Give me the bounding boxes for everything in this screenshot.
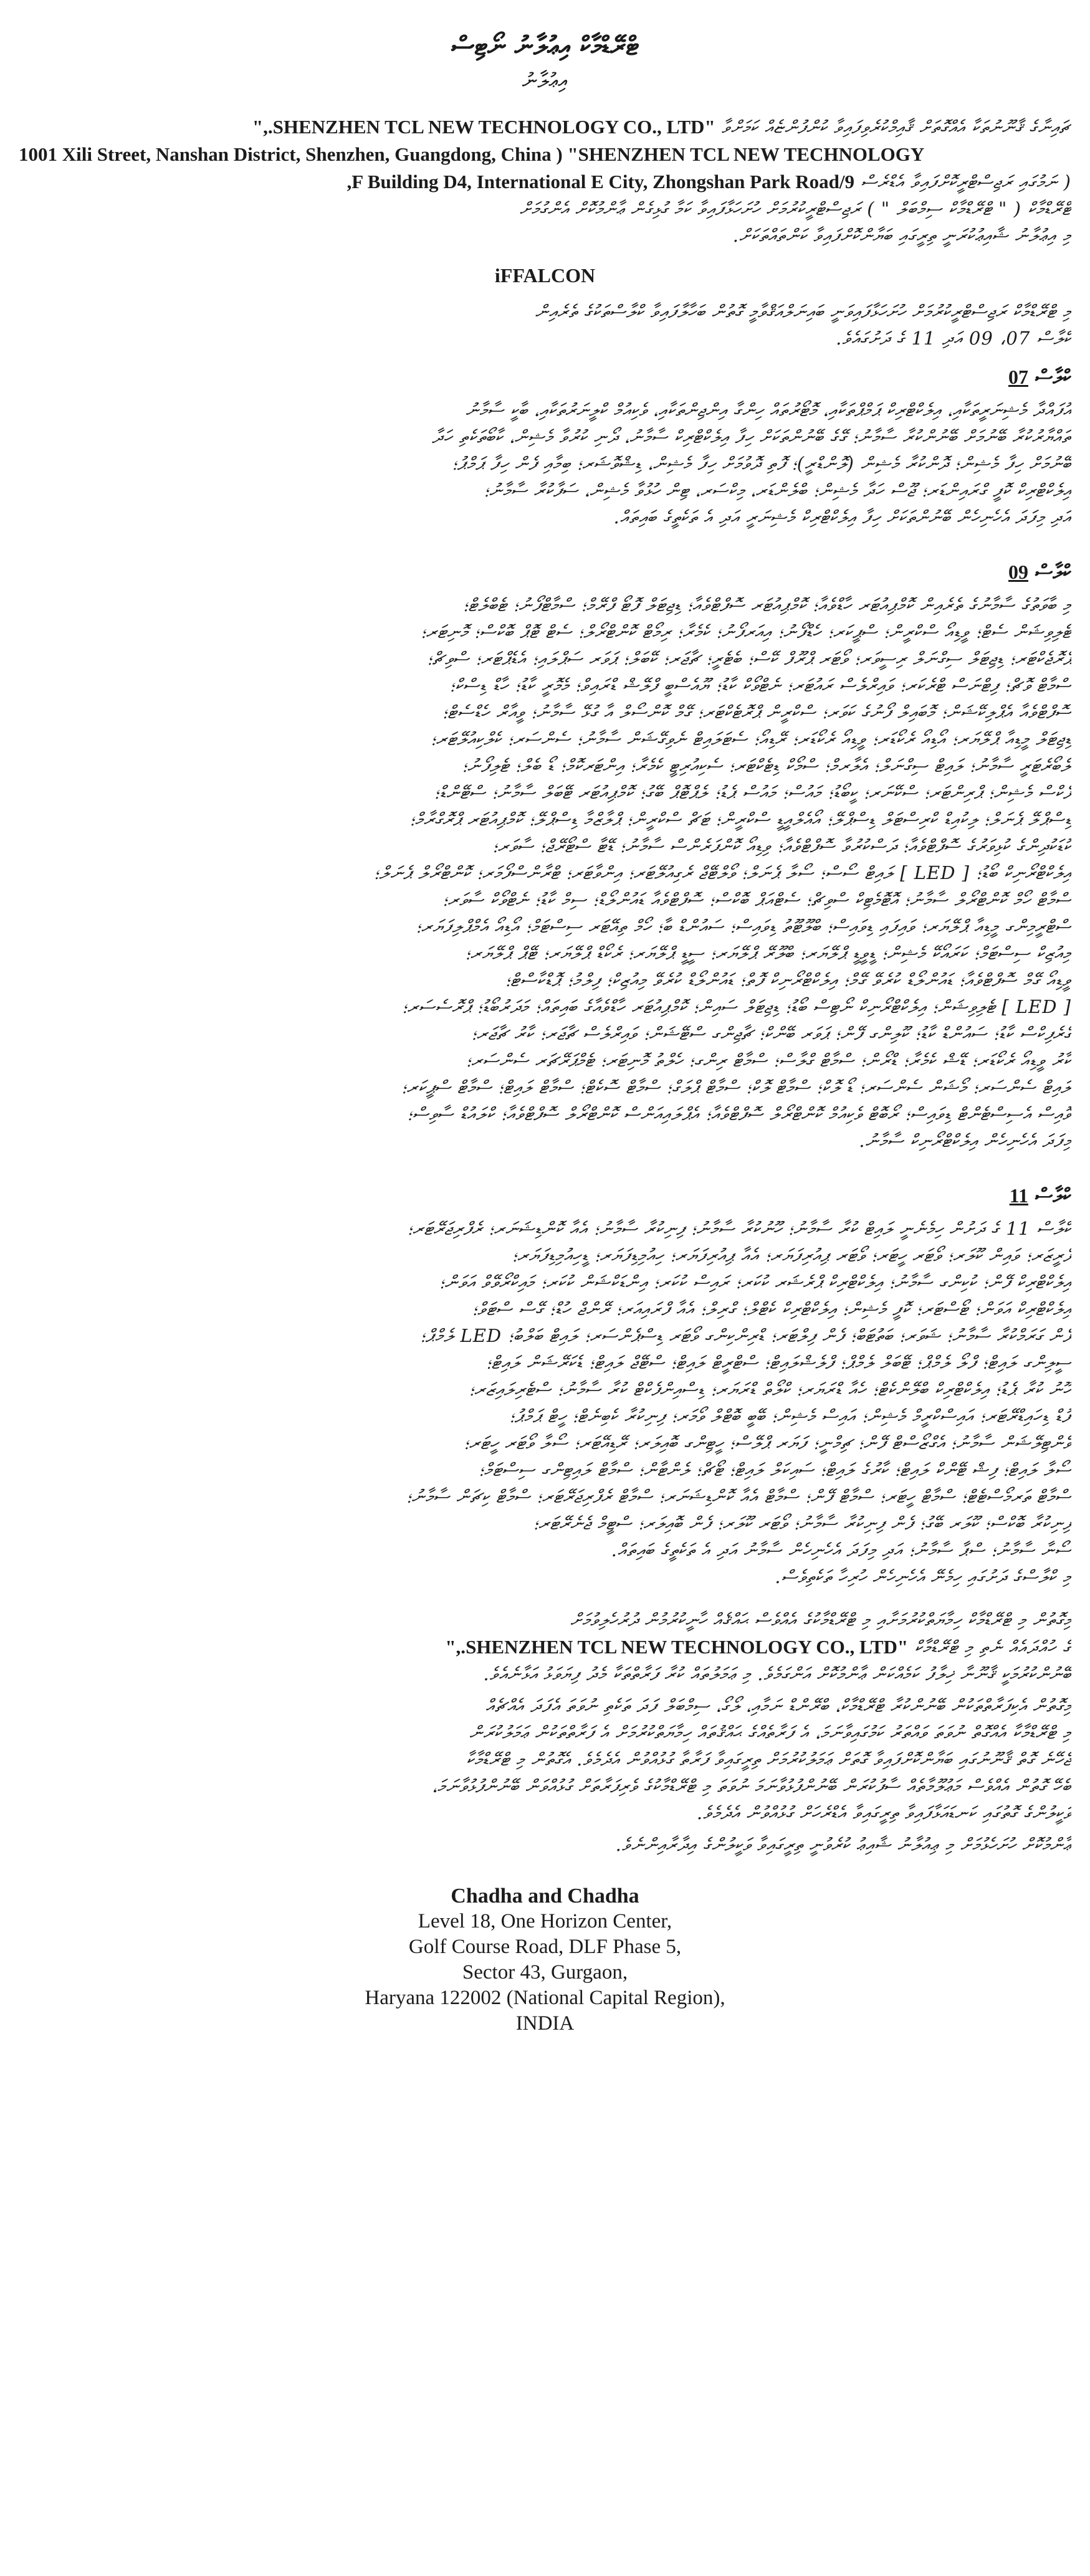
class-11-line: ސޯލާ ލައިޓް؛ ފިޝް ޓޭންކް ލައިޓް؛ ކާރުގެ ލައިޓް؛ ސައިކަލް ލައިޓް؛ ޓޯޗް؛ ލެންޓާން؛ ސްމާޓް ލައިޓިންގ ސިސްޓަމް؛ (479, 1459, 1071, 1480)
class-11-line: ވެންޓިލޭޝަން ސާމާނު؛ އެގްޒޯސްޓް ފޭން؛ ޗިމްނީ؛ ފަޔަރ ޕްލޭސް؛ ހީޓިންގ ބޮއިލަރ؛ ރޭޑިއޭޓަރ؛ ސޯލާ ވޯޓަރ ހީޓަރ؛ (464, 1432, 1071, 1453)
class-number: 09 (1008, 561, 1028, 583)
intro-text: ޗައިނާގެ ޤާނޫނުތަކާ އެއްގޮތަށް ޤާއިމްކުރެވިފައިވާ ކުންފުންޏެއް ކަމަށްވާ (721, 116, 1071, 138)
class-09-line: ފެކްސް މެޝިން؛ ޕްރިންޓަރ؛ ސްކޭނަރ؛ ކީބޯޑު؛ މައުސް؛ މައުސް ޕެޑު؛ ލެޕްޓޮޕް ބޭގު؛ ކޮމްޕިއުޓަރ ޓޭބަލް ސާމާނު؛ ސްޓޭންޑް؛ (434, 782, 1071, 803)
class-label: ކްލާސް (1035, 560, 1071, 584)
agent-firm-name: Chadha and Chadha (451, 1884, 639, 1908)
class-11-line: ސީލިންގ ލައިޓް؛ ފްލޯ ލެމްޕް؛ ޓޭބަލް ލެމްޕް؛ ފްލެޝްލައިޓް؛ ސްޓްރީޓް ލައިޓް؛ ސްޓޭޖް ލައިޓް؛ ޑެކަރޭޝަން ލައިޓް؛ (486, 1352, 1071, 1373)
agent-address (19, 1883, 1071, 2037)
class-09-line: ވޮއިސް އެސިސްޓެންޓް ޑިވައިސް؛ ރޯބޮޓް ވެކިއުމް ކޮންޓްރޯލް ސޮފްޓްވެއާ؛ އެޕްލައިއަންސް ކޮންޓްރޯލް ސޮފްޓްވެއާ؛ ކްލައުޑް ސާވިސް؛ (407, 1103, 1071, 1124)
class-09-line: މިއުޒިކް ސިސްޓަމް؛ ކަރައޯކޭ މެޝިން؛ ޑީވީޑީ ޕްލޭޔަރ؛ ބްލޫރޭ ޕްލޭޔަރ؛ ސީޑީ ޕްލޭޔަރ؛ ރެކޯޑް ޕްލޭޔަރ؛ ޓޭޕް ޕްލޭޔަރ؛ (465, 943, 1071, 964)
class-07-body (19, 397, 1071, 531)
closing-line (19, 1633, 1071, 1661)
closing-line: ބެހޭ ގޮތުން އެއްވެސް މަޢުލޫމާތެއް ސާފުކުރަން ބޭނުންފުޅުވާނަމަ ނުވަތަ މި ޓްރޭޑްމާކުގެ ވެރިފަރާތަށް ގުޅުއްވަން ބޭނުންފުޅުވާނަމަ، (432, 1775, 1071, 1797)
class-09-line: ގްރެފިކްސް ކާޑު؛ ސައުންޑް ކާޑު؛ ކޫލިންގ ފޭން؛ ޕަވަރ ބޭންކް؛ ޗާޖިންގ ސްޓޭޝަން؛ ވައިރްލެސް ޗާޖަރ؛ ކާރު ޗާޖަރ؛ (471, 1023, 1071, 1044)
class-label: ކްލާސް (1035, 1184, 1071, 1207)
class-07-line: އިލެކްޓްރިކް ކޮފީ ގްރައިންޑަރ؛ ޖޫސް ހަދާ މެޝިން؛ ބްލެންޑަރ، މިކްސަރ، ޓިން ހުޅުވާ މެޝިން، ސަފާކުރާ ސާމާނު؛ (484, 480, 1071, 501)
class-09-line: ކާރު ވީޑިއޯ ރެކޯޑަރ؛ ޑޭޝް ކެމެރާ؛ ޑްރޯން؛ ސްމާޓް ގްލާސް؛ ސްމާޓް ރިންގ؛ ހެލްތު މޮނިޓަރ؛ ޓެމްޕަރޭޗަރ ސެންސަރ؛ (466, 1050, 1071, 1071)
class-09-line: ޓެލިވިޝަން ސެޓް؛ ވީޑިއޯ ސްކްރީން؛ ސްޕީކަރ؛ ހެޑްފޯނު؛ އިއަރފޯނު؛ ކެމެރާ؛ ރިމޯޓް ކޮންޓްރޯލް؛ ސެޓް ޓޮޕް ބޮކްސް؛ މޮނިޓަރ؛ (421, 621, 1071, 642)
class-09-line: ސްޓްރީމިންގ މީޑިއާ ޕްލޭޔަރ؛ ވައިފައި ޑިވައިސް؛ ބްލޫޓޫތު ޑިވައިސް؛ ސައުންޑް ބާ؛ ހޯމް ތިއޭޓަރ ސިސްޓަމް؛ އޯޑިއޯ އެމްޕްލިފަޔަރ؛ (416, 916, 1071, 937)
applicant-address-en: 1001 Xili Street, Nanshan District, Shenzhen, Guangdong, China ) "SHENZHEN TCL NEW TECHNOLOGY (19, 143, 925, 165)
intro-line: މި އިޢުލާނު ޝާއިޢުކުރަނީ ތިރީގައި ބަޔާންކޮށްފައިވާ ކަންތައްތަކަށް. (732, 225, 1071, 246)
class-11-line: ފިނިކުރާ ބޮކްސް؛ ކޫލަރ ބޭގު؛ ފެން ފިނިކުރާ ސާމާނު؛ ވޯޓަރ ކޫލަރ؛ ފެން ބޮއިލަރ؛ ސްޓީމް ޖެނެރޭޓަރ؛ (533, 1513, 1071, 1534)
intro-paragraph (19, 113, 1071, 249)
class-11-heading (19, 1182, 1071, 1209)
class-07-heading (19, 363, 1071, 391)
class-09-line: ޑިސްޕްލޭ ޕެނަލް؛ ލިކުއިޑް ކްރިސްޓަލް ޑިސްޕްލޭ؛ އޯއެލްއީޑީ ސްކްރީން؛ ޓަޗް ސްކްރީން؛ ޕްލާޒްމާ ޑިސްޕްލޭ؛ ކޮމްޕިއުޓަރ ޕްރޮގްރާމް؛ (409, 809, 1071, 830)
class-09-line: [ LED ] ޓެލިވިޝަން؛ އިލެކްޓްރޯނިކް ނޯޓިސް ބޯޑު؛ ޑިޖިޓަލް ސައިން؛ ކޮމްޕިއުޓަރ ހާޑްވެއާގެ ބައިތައް؛ މަދަރުބޯޑު؛ ޕްރޮސެސަރ؛ (402, 996, 1071, 1017)
notice-subtitle: އިޢުލާނު (522, 69, 568, 93)
class-09-line: ލައިޓް ސެންސަރ؛ މޯޝަން ސެންސަރ؛ ޑޯ ލޮކް؛ ސްމާޓް ލޮކް؛ ސްމާޓް ޕްލަގް؛ ސްމާޓް ސޮކެޓް؛ ސްމާޓް ލައިޓް؛ ސްމާޓް ސްޕީކަރ؛ (401, 1077, 1071, 1098)
applicant-name-en: "SHENZHEN TCL NEW TECHNOLOGY CO., LTD.," (445, 1636, 909, 1658)
class-11-line: ސޯނާ ސާމާނު؛ ސްޕާ ސާމާނު؛ އަދި މިފަދަ އެހެނިހެން ސާމާނު އަދި އެ ތަކެތީގެ ބައިތައް. (611, 1539, 1071, 1561)
class-09-heading (19, 558, 1071, 586)
class-07-line: ތައްޔާރުކުރާ ބޭނުމަށް ބޭނުންކުރާ ސާމާނު؛ ގޭގެ ބޭނުންތަކަށް ހިފާ އިލެކްޓްރިކް ސާމާނު، ދޯނި ކުރުވާ މެޝިން، ކާބޯތަކެތި ހަދާ (432, 426, 1071, 447)
applicant-name-en: "SHENZHEN TCL NEW TECHNOLOGY CO., LTD.," (252, 116, 715, 138)
class-11-line: ފްރީޒަރ؛ ވައިން ކޫލަރ؛ ވޯޓަރ ހީޓަރ؛ ވޯޓަރ ޕިއުރިފަޔަރ؛ އެއާ ޕިއުރިފަޔަރ؛ ހިއުމިޑިފަޔަރ؛ ޑީހިއުމިޑިފަޔަރ؛ (512, 1245, 1071, 1266)
agent-address-line: Haryana 122002 (National Capital Region), (365, 1987, 725, 2009)
closing-line: މިގޮތުން މި ޓްރޭޑްމާކް ހިމާޔަތްކުރުމަށާއި މި ޓްރޭޑްމާކުގެ އެއްވެސް ޙައްޤެއް ހާނީކުރުމުން ދުރުހެލިވުމަށް (570, 1609, 1071, 1630)
class-11-line: އިލެކްޓްރިކް ފޭން؛ ކުކިންގ ސާމާނު؛ އިލެކްޓްރިކް ޕްރެޝަރ ކުކަރ؛ ރައިސް ކުކަރ؛ އިންޑަކްޝަން ކުކަރ؛ މައިކްރޯވޭވް އަވަން؛ (439, 1271, 1071, 1293)
closing-line: މި ޓްރޭޑްމާކާ އެއްގޮތް ނުވަތަ ވައްތަރު ކަމުގައިވާނަމަ، އެ ފަރާތެއްގެ ޙައްޤުތައް ހިމާޔަތްކުރުމަށް އެ ފަރާތްތަކުން ޢަމަލުކުރަން (469, 1722, 1071, 1743)
class-07-line: ބޭނުމަށް ހިފާ މެޝިން؛ ދޮންކުރާ މެޝިން (ލޮންޑްރީ)؛ ފޮތި ދޮވުމަށް ހިފާ މެޝިން، ޑިޝްވޮޝަރ؛ ބިމާއި ފެން ހިފާ ޕަމްޕު؛ (452, 453, 1071, 474)
agent-address-line: INDIA (515, 2012, 575, 2035)
agent-address-line: Golf Course Road, DLF Phase 5, (408, 1936, 682, 1958)
intro-line (19, 168, 1071, 196)
class-09-line: ލެބޯރެޓަރީ ސާމާނު؛ ލައިޓް ސިގްނަލް؛ އެލާރމް؛ ސްމޯކް ޑިޓެކްޓަރ؛ ސެކިއުރިޓީ ކެމެރާ؛ އިންޓަރކޮމް؛ ޑޯ ބެލް؛ ޓެލިފޯނު؛ (462, 755, 1071, 776)
class-09-line: ޕްރޮޖެކްޓަރ؛ ޑިޖިޓަލް ސިގްނަލް ރިސީވަރ؛ ވޯޓަރ ޕްރޫފް ކޭސް؛ ބެޓެރީ؛ ޗާޖަރ؛ ކޭބަލް؛ ޕަވަރ ސަޕްލައި؛ އެޑެޕްޓަރ؛ ސްވިޗް؛ (427, 648, 1071, 669)
class-label: ކްލާސް (1035, 365, 1071, 389)
class-09-line: މިފަދަ އެހެނިހެން އިލެކްޓްރޯނިކް ސާމާނު. (859, 1130, 1071, 1151)
brand-mark: iFFALCON (494, 264, 596, 287)
closing-line: ބޭނުންކުރުމަކީ ޤާނޫނާ ޚިލާފު ކަމެއްކަން ޢާންމުކޮށް އަންގަމެވެ. މި ޢަމަލުތައް ކުރާ ފަރާތްތަކާ މެދު ފިޔަވަޅު އަޅާނެއެވެ. (483, 1663, 1071, 1685)
class-11-line: މި ކްލާސްގެ ދަށުގައި ހިމެނޭ އެހެނިހެން ހުރިހާ ތަކެތިވެސް. (775, 1566, 1071, 1587)
class-number: 11 (1009, 1184, 1028, 1207)
class-09-line: ސްމާޓް ވޮޗް؛ ފިޓްނަސް ޓްރެކަރ؛ ވައިރްލެސް ރައުޓަރ؛ ނެޓްވޯކް ކާޑު؛ ޔޫއެސްބީ ފްލޭޝް ޑްރައިވް؛ މެމޮރީ ކާޑު؛ ހާޑް ޑިސްކް؛ (449, 675, 1071, 696)
class-11-line: ކްލާސް 11 ގެ ދަށުން ހިމެނެނީ ލައިޓް ކުރާ ސާމާނު؛ ހޫނުކުރާ ސާމާނު؛ ފިނިކުރާ ސާމާނު؛ އެއާ ކޮންޑިޝަނަރ؛ ރެފްރިޖަރޭޓަރ؛ (407, 1218, 1071, 1239)
class-09-line: ސޮފްޓްވެއާ އެޕްލިކޭޝަން؛ މޮބައިލް ފޯނުގެ ކަވަރ؛ ސްކްރީން ޕްރޮޓެކްޓަރ؛ ގޭމް ކޮންސޯލް އާ ގުޅޭ ސާމާނު؛ ވީއާރް ހެޑްސެޓް؛ (442, 701, 1071, 723)
closing-paragraph-1 (19, 1607, 1071, 1688)
notice-title: ޓްރޭޑްމާކް އިޢުލާނު ނޯޓިސް (451, 31, 639, 61)
class-07-line: އުފައްދާ މެޝިނަރީތަކާއި، އިލެކްޓްރިކް ޕަމްޕްތަކާއި، މޮޓޯރުތައް ހިންގާ އިންޖިންތަކާއި، ވެކިއުމް ކްލީނަރުތަކާއި، ބާކީ ސާމާނު (466, 399, 1071, 421)
class-09-line: ސްމާޓް ހޯމް ކޮންޓްރޯލް ސާމާނު؛ އޮޓޮމެޓިކް ސްވިޗް؛ ސެޓްއަޕް ބޮކްސް؛ ސޮފްޓްވެއާ ޑައުންލޯޑް؛ ސިމް ކާޑު؛ ނެޓްވޯކް ސާވަރ؛ (442, 889, 1071, 910)
closing-paragraph-3 (19, 1832, 1071, 1858)
closing-line: ވަކީލުންގެ ގޮތުގައި ކަނޑައަޅާފައިވާ ތިރީގައިވާ އެޑްރެހަށް ގުޅުއްވުން އެދެމެވެ. (696, 1802, 1071, 1823)
class-09-line: އިލެކްޓްރޯނިކް ބޯޑު؛ [ LED ] ލައިޓް ސޯސް؛ ސޯލާ ޕެނަލް؛ ވޯލްޓޭޖް ރެގިއުލޭޓަރ؛ އިންވާޓަރ؛ ޓްރާންސްފޯމަރ؛ ކޮންޓްރޯލް ޕެނަލް؛ (374, 862, 1071, 883)
class-11-line: އިލެކްޓްރިކް އަވަން؛ ޓޯސްޓަރ؛ ކޮފީ މެޝިން؛ އިލެކްޓްރިކް ކެޓްލް؛ ގްރިލް؛ އެއާ ފްރައިއަރ؛ ރޭންޖް ހުޑް؛ ގޭސް ސްޓަވް؛ (472, 1298, 1071, 1319)
agent-address-line: Sector 43, Gurgaon, (462, 1961, 628, 1984)
classes-intro-line: މި ޓްރޭޑްމާކް ރަޖިސްޓްރީކުރުމަށް ހުށަހަޅާފައިވަނީ ބައިނަލްއަޤްވާމީ ގޮތުން ބަހާލާފައިވާ ކްލާސްތަކުގެ ތެރެއިން (535, 301, 1071, 322)
class-11-body (19, 1215, 1071, 1590)
class-09-body (19, 592, 1071, 1154)
closing-paragraph-2 (19, 1693, 1071, 1827)
classes-intro (19, 298, 1071, 352)
applicant-address-en: 9/F Building D4, International E City, Zhongshan Park Road, (347, 171, 855, 192)
agent-address-line: Level 18, One Horizon Center, (418, 1910, 672, 1932)
closing-line: ޖެހޭނެ ގޮތް ޤާނޫނުގައި ބަޔާންކޮށްފައިވާ ގޮތަށް ޢަމަލުކުރުމަށް ތިރީގައިވާ ފަރާތާ ގުޅުއްވުން އެދެމެވެ. އެގޮތުން މި ޓްރޭޑްމާކާ (466, 1749, 1071, 1770)
class-09-line: ޑިޖިޓަލް މީޑިއާ ޕްލޭޔަރ؛ އޯޑިއޯ ރެކޯޑަރ؛ ވީޑިއޯ ރެކޯޑަރ؛ ރޭޑިއޯ؛ ސެޓަލައިޓް ނެވިގޭޝަން ސާމާނު؛ ސެންސަރ؛ ކެލްކިއުލޭޓަރ؛ (431, 728, 1071, 749)
closing-text: ގެ ހުއްދައެއް ނެތި މި ޓްރޭޑްމާކް (914, 1637, 1071, 1658)
classes-intro-line: ކްލާސް 07، 09 އަދި 11 ގެ ދަށުގައެވެ. (836, 328, 1071, 349)
class-07-line: އަދި މިފަދަ އެހެނިހެން ބޭނުންތަކަށް ހިފާ އިލެކްޓްރިކް މެޝިނަރީ އަދި އެ ތަކެތީގެ ބައިތައް. (613, 506, 1071, 528)
class-09-line: މި ބާވަތުގެ ސާމާނުގެ ތެރެއިން ކޮމްޕިއުޓަރ ހާޑްވެއާ؛ ކޮމްޕިއުޓަރ ސޮފްޓްވެއާ؛ ޑިޖިޓަލް ފޮޓޯ ފްރޭމް؛ ސްމާޓްފޯނު؛ ޓެބްލެޓް؛ (462, 594, 1071, 615)
intro-line (19, 141, 1071, 168)
closing-line: މިގޮތުން އެކިފަރާތްތަކުން ބޭނުންކުރާ ޓްރޭޑްމާކް، ބްރޭންޑް ނަމާއި، ލޯގޯ، ސިމްބަލް ފަދަ ތަކެތި ނުވަތަ އެފަދަ އެއްޗެއް (485, 1695, 1071, 1716)
class-11-line: ފުޑް ޑިހައިޑްރޭޓަރ؛ އައިސްކްރީމް މެޝިން؛ އައިސް މެޝިން؛ ބޭބީ ބޮޓްލް ވޯމަރ؛ ފިނިކުރާ ކެބިނެޓް؛ ހީޓް ޕަމްޕު؛ (509, 1405, 1071, 1427)
intro-line (19, 113, 1071, 141)
class-11-line: ހޫނު ކުރާ ޕެޑު؛ އިލެކްޓްރިކް ބްލޭންކެޓް؛ ހެއާ ޑްރަޔަރ؛ ކްލޯތް ޑްރަޔަރ؛ ޑިސްއިންފެކްޓް ކުރާ ސާމާނު؛ ސްޓެރިލައިޒަރ؛ (469, 1379, 1071, 1400)
class-number: 07 (1008, 366, 1028, 388)
intro-line: ޓްރޭޑްމާކް ( " ޓްރޭޑްމާކް ސިމްބަލް " ) ރަޖިސްޓްރީކުރުމަށް ހުށަހަޅާފައިވާ ކަމާ ގުޅިގެން ޢާންމުކޮށް އެންގުމަށް (519, 198, 1071, 219)
class-11-line: ސްމާޓް ތަރމޯސްޓެޓް؛ ސްމާޓް ހީޓަރ؛ ސްމާޓް ފޭން؛ ސްމާޓް އެއާ ކޮންޑިޝަނަރ؛ ސްމާޓް ރެފްރިޖަރޭޓަރ؛ ސްމާޓް ކިޗަން ސާމާނު؛ (406, 1486, 1071, 1507)
class-11-line: ފެން ގަރަމްކުރާ ސާމާނު؛ ޝަވަރ؛ ބަތުޓަބް؛ ފެން ފިލްޓަރ؛ ޑްރިންކިންގ ވޯޓަރ ޑިސްޕެންސަރ؛ ލައިޓް ބަލްބު؛ LED ލެމްޕް؛ (420, 1325, 1071, 1346)
class-09-line: ވީޑިއޯ ގޭމް ސޮފްޓްވެއާ؛ ޑައުންލޯޑް ކުރެވޭ ގޭމް؛ އިލެކްޓްރޯނިކް ފޮތް؛ ޑައުންލޯޑް ކުރެވޭ މިއުޒިކް؛ ފިލްމު؛ ޕޮޑްކާސްޓް؛ (505, 969, 1071, 991)
intro-text: ( ނަމުގައި ރަޖިސްޓްރީކޮށްފައިވާ އެޑްރެސް (861, 171, 1071, 192)
closing-line: ޢާންމުކޮށް ހުށަހެޅުމަށް މި ޢިއުލާނު ޝާއިޢު ކުރެވުނީ ތިރީގައިވާ ވަކީލުންގެ އިދާރާއިންނެވެ. (615, 1834, 1071, 1855)
class-09-line: ކުޑަކުދިންގެ ކުޅިވަރުގެ ސޮފްޓްވެއާ؛ ދަސްކުރުވާ ސޮފްޓްވެއާ؛ ވިޑިއޯ ކޮންފަރެންސް ސާމާނު؛ ޑޭޓާ ސްޓޯރޭޖް؛ ސާވަރ؛ (492, 835, 1071, 857)
